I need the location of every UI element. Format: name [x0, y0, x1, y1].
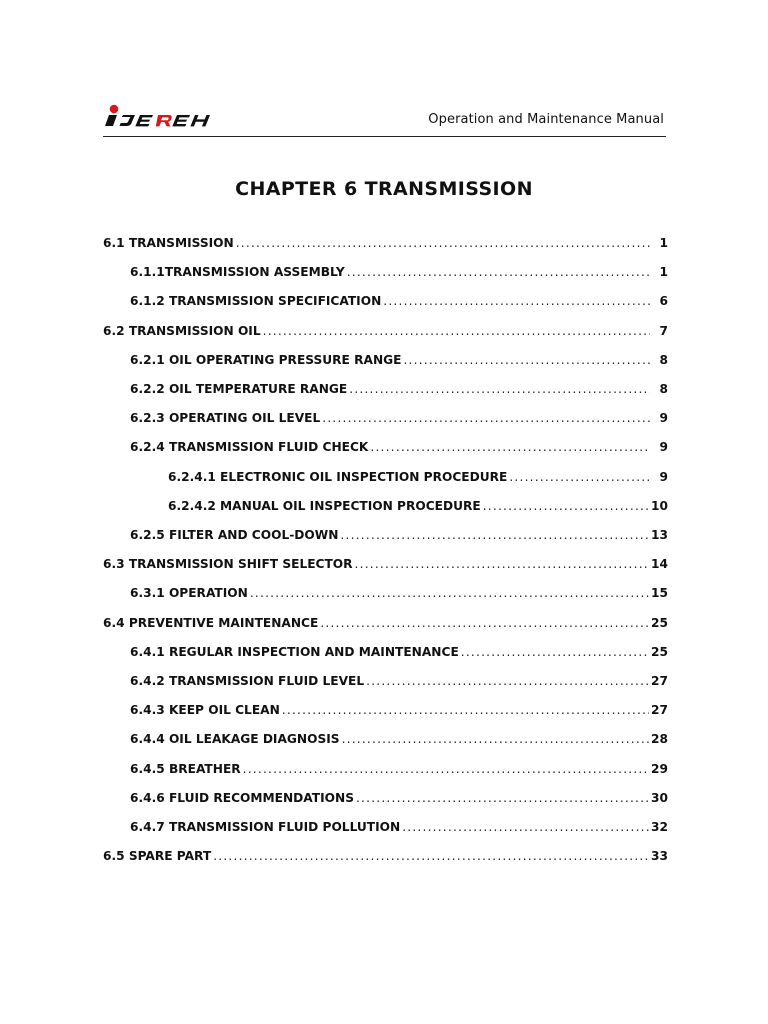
toc-entry-title: 6.2 TRANSMISSION OIL: [103, 323, 261, 338]
toc-entry-page-number: 32: [651, 820, 668, 834]
toc-entry-title: 6.2.3 OPERATING OIL LEVEL: [130, 411, 321, 426]
toc-entry-page-number: 1: [659, 265, 668, 280]
toc-entry[interactable]: [103, 324, 668, 346]
toc-dot-leader: [322, 411, 650, 425]
jereh-logo: [103, 102, 235, 132]
toc-entry[interactable]: [130, 528, 668, 550]
toc-entry-title: 6.4.6 FLUID RECOMMENDATIONS: [130, 790, 354, 805]
toc-entry[interactable]: [130, 645, 668, 667]
toc-entry-page-number: 13: [651, 528, 668, 542]
toc-entry-title: 6.4.5 BREATHER: [130, 761, 241, 776]
toc-dot-leader: [342, 732, 649, 746]
toc-entry-page-number: 14: [651, 557, 668, 572]
toc-entry-page-number: 25: [651, 615, 668, 630]
toc-entry[interactable]: [130, 586, 668, 608]
toc-entry-title: 6.2.4.2 MANUAL OIL INSPECTION PROCEDURE: [168, 498, 481, 513]
toc-entry-title: 6.5 SPARE PART: [103, 849, 212, 864]
toc-dot-leader: [403, 353, 650, 367]
toc-dot-leader: [282, 703, 649, 717]
toc-entry-title: 6.1.2 TRANSMISSION SPECIFICATION: [130, 294, 382, 309]
toc-dot-leader: [366, 674, 649, 688]
toc-entry[interactable]: [168, 499, 668, 521]
toc-entry-page-number: 15: [651, 586, 668, 601]
toc-entry[interactable]: [130, 265, 668, 287]
toc-entry-title: 6.1.1TRANSMISSION ASSEMBLY: [130, 265, 345, 280]
toc-entry-page-number: 27: [651, 674, 668, 688]
toc-entry[interactable]: [103, 849, 668, 871]
toc-dot-leader: [213, 849, 649, 863]
toc-dot-leader: [509, 470, 650, 484]
toc-entry[interactable]: [103, 236, 668, 258]
toc-entry-title: 6.4.1 REGULAR INSPECTION AND MAINTENANCE: [130, 644, 459, 659]
toc-entry-title: 6.4.3 KEEP OIL CLEAN: [130, 703, 280, 718]
toc-dot-leader: [263, 324, 650, 338]
toc-entry-title: 6.4.7 TRANSMISSION FLUID POLLUTION: [130, 820, 401, 834]
toc-entry-title: 6.3 TRANSMISSION SHIFT SELECTOR: [103, 557, 353, 572]
toc-entry-page-number: 7: [659, 323, 668, 338]
toc-dot-leader: [402, 820, 649, 834]
toc-entry[interactable]: [103, 557, 668, 579]
toc-dot-leader: [461, 645, 649, 659]
toc-dot-leader: [483, 499, 649, 513]
toc-entry-title: 6.4 PREVENTIVE MAINTENANCE: [103, 615, 319, 630]
toc-entry-page-number: 28: [651, 732, 668, 747]
toc-entry-page-number: 9: [659, 440, 668, 455]
toc-entry-page-number: 9: [659, 469, 668, 484]
toc-entry[interactable]: [130, 674, 668, 696]
toc-entry[interactable]: [130, 791, 668, 813]
toc-entry[interactable]: [130, 411, 668, 433]
toc-entry[interactable]: [130, 703, 668, 725]
toc-entry[interactable]: [130, 732, 668, 754]
toc-entry-title: 6.2.2 OIL TEMPERATURE RANGE: [130, 382, 348, 396]
toc-entry-page-number: 1: [659, 236, 668, 250]
toc-entry[interactable]: [103, 616, 668, 638]
toc-dot-leader: [243, 762, 649, 776]
toc-entry[interactable]: [130, 820, 668, 842]
toc-entry-title: 6.4.2 TRANSMISSION FLUID LEVEL: [130, 674, 365, 688]
toc-dot-leader: [250, 586, 649, 600]
toc-entry-page-number: 30: [651, 790, 668, 805]
toc-entry-page-number: 27: [651, 703, 668, 718]
page-header: [103, 102, 666, 137]
toc-dot-leader: [383, 294, 650, 308]
toc-entry[interactable]: [130, 440, 668, 462]
toc-entry-page-number: 8: [659, 382, 668, 396]
toc-entry-page-number: 6: [659, 294, 668, 309]
toc-entry-title: 6.2.4.1 ELECTRONIC OIL INSPECTION PROCEDURE: [168, 469, 508, 484]
toc-entry-page-number: 9: [659, 411, 668, 426]
toc-entry-page-number: 33: [651, 849, 668, 864]
toc-entry[interactable]: [130, 762, 668, 784]
toc-dot-leader: [236, 236, 650, 250]
toc-entry[interactable]: [168, 470, 668, 492]
toc-dot-leader: [349, 382, 650, 396]
toc-entry-title: 6.4.4 OIL LEAKAGE DIAGNOSIS: [130, 732, 340, 747]
toc-entry-title: 6.2.5 FILTER AND COOL-DOWN: [130, 528, 339, 542]
toc-entry-page-number: 10: [651, 498, 668, 513]
toc-entry[interactable]: [130, 353, 668, 375]
toc-dot-leader: [355, 557, 649, 571]
toc-entry[interactable]: [130, 382, 668, 404]
toc-entry-page-number: 25: [651, 644, 668, 659]
toc-dot-leader: [320, 616, 649, 630]
chapter-title: CHAPTER 6 TRANSMISSION: [235, 178, 533, 200]
toc-entry-page-number: 8: [659, 352, 668, 367]
toc-entry-page-number: 29: [651, 761, 668, 776]
toc-entry-title: 6.1 TRANSMISSION: [103, 236, 234, 250]
toc-entry[interactable]: [130, 294, 668, 316]
toc-entry-title: 6.3.1 OPERATION: [130, 586, 248, 601]
toc-dot-leader: [370, 440, 650, 454]
toc-dot-leader: [347, 265, 650, 279]
toc-dot-leader: [356, 791, 649, 805]
toc-entry-title: 6.2.4 TRANSMISSION FLUID CHECK: [130, 440, 369, 455]
toc-entry-title: 6.2.1 OIL OPERATING PRESSURE RANGE: [130, 352, 402, 367]
manual-title: Operation and Maintenance Manual: [428, 112, 664, 127]
toc-dot-leader: [340, 528, 649, 542]
